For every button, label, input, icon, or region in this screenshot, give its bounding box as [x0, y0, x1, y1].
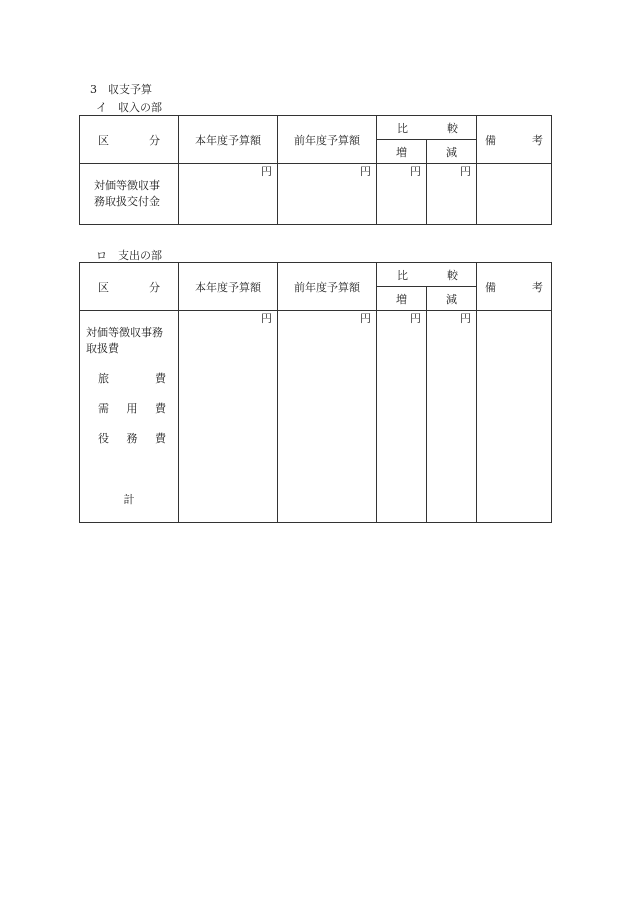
header-decrease: 減 [427, 287, 477, 311]
header-remarks: 備 考 [477, 116, 552, 164]
expense-total-label: 計 [123, 493, 135, 506]
expense-increase-amount [377, 311, 427, 523]
header-comparison: 比 較 [377, 116, 477, 140]
unit-label: 円 [410, 165, 421, 178]
expense-current-amount [179, 311, 278, 523]
header-kubun: 区 分 [80, 116, 179, 164]
expense-item-travel: 旅 費 [98, 372, 166, 385]
header-previous-budget: 前年度予算額 [278, 263, 377, 311]
unit-label: 円 [360, 312, 371, 325]
expense-previous-amount [278, 311, 377, 523]
income-table [79, 115, 552, 225]
unit-label: 円 [460, 312, 471, 325]
header-kubun: 区 分 [80, 263, 179, 311]
income-item-line: 対価等徴収事 [94, 179, 160, 192]
header-current-budget: 本年度予算額 [179, 263, 278, 311]
income-remarks-cell [477, 164, 552, 225]
expense-section-title: ロ 支出の部 [96, 249, 162, 262]
income-item-line: 務取扱交付金 [94, 195, 160, 208]
expense-item-line: 取扱費 [86, 342, 119, 355]
header-comparison: 比 較 [377, 263, 477, 287]
expense-item-service: 役 務 費 [98, 432, 166, 445]
income-decrease-amount [427, 164, 477, 225]
header-remarks: 備 考 [477, 263, 552, 311]
section-heading: 3 収支予算 [90, 83, 152, 96]
unit-label: 円 [261, 312, 272, 325]
unit-label: 円 [261, 165, 272, 178]
header-decrease: 減 [427, 140, 477, 164]
income-previous-amount [278, 164, 377, 225]
header-increase: 増 [377, 140, 427, 164]
income-item-cell [80, 164, 179, 225]
header-previous-budget: 前年度予算額 [278, 116, 377, 164]
header-current-budget: 本年度予算額 [179, 116, 278, 164]
expense-item-cell [80, 311, 179, 523]
unit-label: 円 [460, 165, 471, 178]
unit-label: 円 [410, 312, 421, 325]
unit-label: 円 [360, 165, 371, 178]
income-section-title: イ 収入の部 [96, 101, 162, 114]
income-current-amount [179, 164, 278, 225]
expense-item-supplies: 需 用 費 [98, 402, 166, 415]
expense-decrease-amount [427, 311, 477, 523]
header-increase: 増 [377, 287, 427, 311]
income-increase-amount [377, 164, 427, 225]
expense-item-line: 対価等徴収事務 [86, 326, 163, 339]
expense-table [79, 262, 552, 523]
expense-remarks-cell [477, 311, 552, 523]
